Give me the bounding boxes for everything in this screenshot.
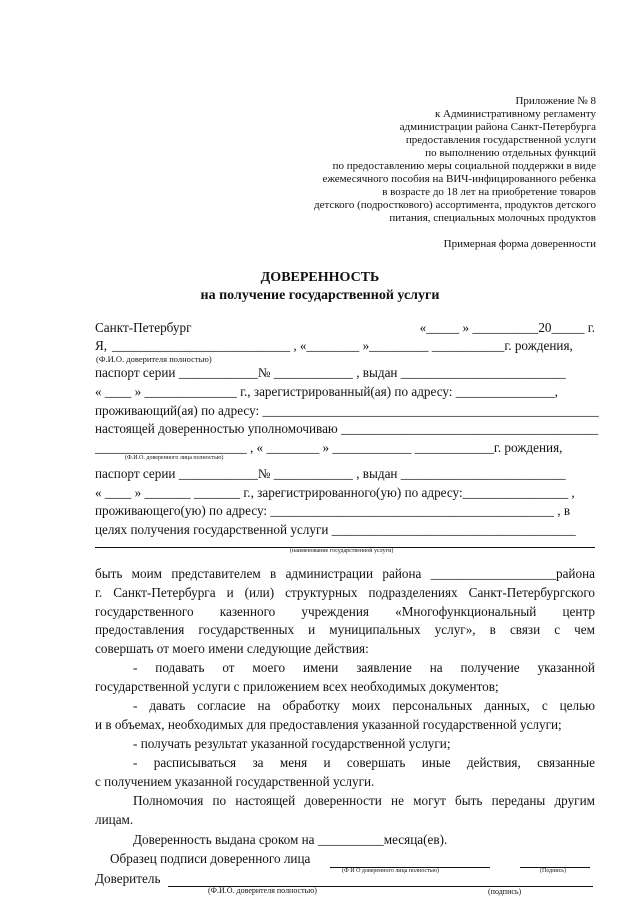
header-line-5: по предоставлению меры социальной поддержки в виде — [332, 160, 596, 172]
powers-clause-cont: лицам. — [95, 812, 134, 827]
principal-signature-hint: (подпись) — [488, 887, 522, 896]
header-line-7: в возрасте до 18 лет на приобретение товаров — [382, 186, 596, 198]
principal-passport-field[interactable]: паспорт серии ____________№ ____________ , выдан _________________________ — [95, 365, 566, 380]
agent-authorization-field[interactable]: настоящей доверенностью уполномочиваю _______________________________________ — [95, 421, 599, 436]
agent-residence-field[interactable]: проживающего(ую) по адресу: ___________________________________________ , в — [95, 503, 571, 518]
powers-clause: Полномочия по настоящей доверенности не могут быть переданы другим — [133, 793, 595, 808]
document-subtitle: на получение государственной услуги — [200, 288, 440, 303]
agent-signature-hint: (Подпись) — [540, 868, 567, 874]
agent-passport-field[interactable]: паспорт серии ____________№ ____________ , выдан _________________________ — [95, 466, 566, 481]
body-line: быть моим представителем в администрации района ___________________района — [95, 566, 595, 581]
header-line-3: предоставления государственной услуги — [405, 134, 596, 146]
agent-name-birth-field[interactable]: _______________________ , « ________ » ____________ ____________г. рождения, — [95, 440, 563, 455]
principal-residence-field[interactable]: проживающий(ая) по адресу: ___________________________________________________ — [95, 403, 599, 418]
agent-fio-line-hint: (Ф И О доверенного лица полностью) — [342, 868, 439, 874]
date-field[interactable]: «_____ » __________20_____ г. — [419, 320, 595, 335]
document-title: ДОВЕРЕННОСТЬ — [260, 270, 380, 285]
header-line-6: ежемесячного пособия на ВИЧ-инфицированного ребенка — [322, 173, 596, 185]
action-item-submit: - подавать от моего имени заявление на получение указанной — [133, 660, 595, 675]
header-line-4: по выполнению отдельных функций — [425, 147, 596, 159]
appendix-number: Приложение № 8 — [515, 95, 596, 107]
agent-signature-label: Образец подписи доверенного лица — [110, 851, 311, 866]
body-line: совершать от моего имени следующие действия: — [95, 641, 369, 656]
principal-name-birth-field[interactable]: ___________________________ , «________ »_________ ___________г. рождения, — [112, 338, 573, 353]
city: Санкт-Петербург — [95, 320, 192, 335]
agent-registration-field[interactable]: « ____ » _______ _______ г., зарегистрированного(ую) по адресу:________________ , — [95, 485, 575, 500]
validity-term-field[interactable]: Доверенность выдана сроком на __________месяца(ев). — [133, 832, 448, 847]
form-type-note: Примерная форма доверенности — [443, 238, 596, 250]
principal-fio-hint: (Ф.И.О. доверителя полностью) — [208, 886, 317, 895]
body-line: государственного казенного учреждения «Многофункциональный центр — [95, 604, 595, 619]
agent-fio-hint: (Ф.И.О. доверенного лица полностью) — [125, 455, 224, 461]
principal-registration-field[interactable]: « ____ » ______________ г., зарегистрированный(ая) по адресу: _______________, — [95, 384, 558, 399]
body-line: предоставления государственных и муниципальных услуг», в связи с чем — [95, 622, 595, 637]
principal-line-label: Я, — [95, 338, 108, 353]
action-item-sign: - расписываться за меня и совершать иные действия, связанные — [133, 755, 595, 770]
header-line-8: детского (подросткового) ассортимента, продуктов детского — [314, 199, 596, 211]
action-item-consent-cont: и в объемах, необходимых для предоставления указанной государственной услуги; — [95, 717, 562, 732]
principal-signature-label: Доверитель — [95, 871, 161, 886]
service-purpose-field[interactable]: целях получения государственной услуги _____________________________________ — [95, 522, 576, 537]
header-line-2: администрации района Санкт-Петербурга — [399, 121, 596, 133]
action-item-sign-cont: с получением указанной государственной услуги. — [95, 774, 375, 789]
action-item-receive: - получать результат указанной государственной услуги; — [133, 736, 451, 751]
service-name-hint: (наименование государственной услуги) — [290, 548, 394, 554]
action-item-consent: - давать согласие на обработку моих персональных данных, с целью — [133, 698, 595, 713]
action-item-submit-cont: государственной услуги с приложением всех необходимых документов; — [95, 679, 499, 694]
header-line-9: питания, специальных молочных продуктов — [389, 212, 596, 224]
body-line: г. Санкт-Петербурга и (или) структурных подразделениях Санкт-Петербургского — [95, 585, 595, 600]
principal-fio-hint: (Ф.И.О. доверителя полностью) — [96, 354, 212, 364]
header-line-1: к Административному регламенту — [434, 108, 596, 120]
